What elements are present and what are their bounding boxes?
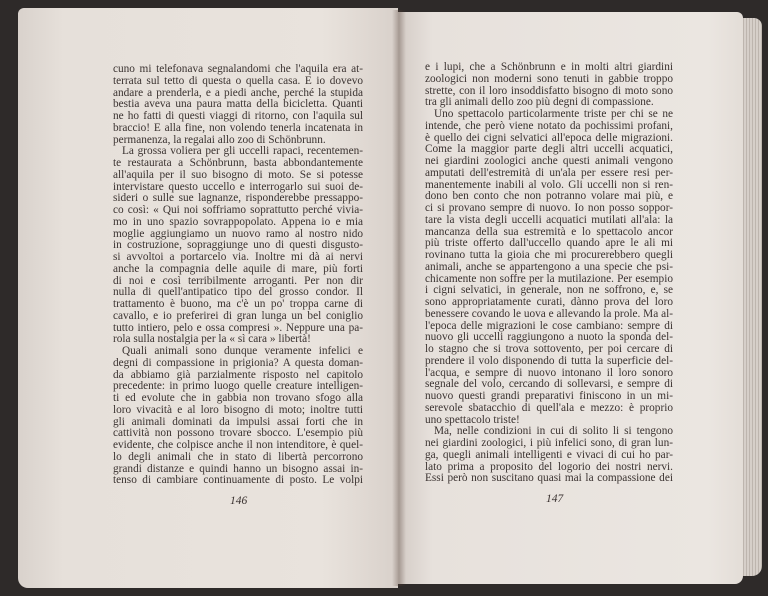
text-line: co così: « Qui noi soffriamo soprattutto perché vivia- bbox=[113, 204, 363, 216]
text-line: degni di compassione in prigionia? A questa doman- bbox=[113, 356, 363, 369]
text-line: all'aquila per il suo bisogno di moto. Se si potesse bbox=[113, 168, 363, 181]
page-number-right: 147 bbox=[546, 493, 564, 505]
text-line: Uno spettacolo particolarmente triste per chi se ne bbox=[434, 108, 673, 120]
text-line: sono appropriatamente curati, dànno prova del loro bbox=[425, 296, 673, 308]
text-line: zoologici non moderni sono tenuti in gabbie troppo bbox=[425, 72, 673, 85]
page-number-left: 146 bbox=[230, 495, 248, 507]
text-line: lo degli animali che in stato di libertà percorrono bbox=[113, 450, 363, 463]
text-line: ci si provano sempre di nuovo. Io non posso soppor- bbox=[425, 202, 673, 214]
text-line: segnale del volo, cercando di sollevarsi, e sempre di bbox=[425, 378, 673, 391]
text-line: nuovo gli uccelli raggiungono a nuoto la sponda del- bbox=[425, 331, 673, 344]
right-page-text bbox=[425, 62, 673, 485]
book-gutter bbox=[392, 10, 406, 586]
text-line: uno spettacolo triste! bbox=[425, 413, 520, 426]
text-line: strette, con il loro insoddisfatto bisogno di moto sono bbox=[425, 84, 673, 97]
text-line: manentemente inabili al volo. Gli uccelli non si ren- bbox=[425, 178, 673, 191]
text-line: cavallo, e io preferirei di gran lunga un bel coniglio bbox=[113, 309, 363, 322]
text-line: Ma, nelle condizioni in cui di solito li si tengono bbox=[434, 425, 673, 438]
text-line: l'epoca delle migrazioni le cose cambiano: sempre di bbox=[425, 319, 673, 332]
text-line: nei giardini zoologici anche questi animali vengono bbox=[425, 155, 673, 167]
text-line: precedente: in primo luogo quelle creature intelligen- bbox=[113, 380, 363, 393]
text-line: tenso di cambiare continuamente di posto. Le volpi bbox=[113, 474, 363, 487]
text-line: Come la maggior parte degli altri uccelli acquatici, bbox=[425, 143, 673, 156]
text-line: terrata sul tetto di questa o quella casa. E io dovevo bbox=[113, 74, 363, 87]
text-line: evidente, che colpisce anche il non intenditore, è quel- bbox=[113, 439, 363, 451]
text-line: Quali animali sono dunque veramente infelici e bbox=[122, 345, 363, 357]
text-line: nei giardini zoologici, i più infelici sono, di gran lun- bbox=[425, 437, 673, 449]
text-line: tare la vista degli uccelli acquatici mutilati all'ala: la bbox=[425, 213, 673, 226]
text-line: in costruzione, sopraggiunge uno di questi disgusto- bbox=[113, 239, 363, 252]
text-line: lato prima a proposito del logorio dei nostri nervi. bbox=[425, 460, 673, 473]
left-page-text bbox=[113, 64, 363, 487]
text-line: ti ed evolute che in gabbia non trovano sfogo alla bbox=[113, 392, 363, 404]
text-line: cuno mi telefonava segnalandomi che l'aquila era at- bbox=[113, 63, 363, 75]
text-line: di noi e così terribilmente arroganti. Per non dir bbox=[113, 274, 363, 287]
text-line: l'acqua, e sempre di nuovo intonano il loro sonoro bbox=[425, 366, 673, 379]
text-line: serevole sbatacchio di quell'ala e mezzo: è proprio bbox=[425, 401, 673, 414]
text-line: più triste offerto dall'uccello quando apre le ali mi bbox=[425, 237, 673, 250]
text-line: animali, anche se appartengono a una specie che psi- bbox=[425, 260, 673, 273]
text-line: cattività non possono trovare sbocco. L'esempio più bbox=[113, 427, 363, 440]
text-line: permanenza, la regalai allo zoo di Schönbrunn. bbox=[113, 133, 326, 146]
text-line: rola sulla nostalgia per la « sì cara » libertà! bbox=[113, 333, 311, 346]
text-line: chicamente non soffre per la mutilazione. Per esempio bbox=[425, 272, 673, 285]
text-line: prendere il volo disponendo di tutta la superficie del- bbox=[425, 354, 673, 367]
text-line: Essi però non suscitano quasi mai la compassione dei bbox=[425, 472, 673, 485]
text-line: è quello dei cigni selvatici all'epoca delle migrazioni. bbox=[425, 131, 673, 144]
text-line: mo in uno spazio sovrappopolato. Appena io e mia bbox=[113, 215, 363, 228]
text-line: loro vivacità e al loro bisogno di moto; inoltre tutti bbox=[113, 403, 363, 416]
text-line: intervistare questo uccello e interrogarlo sui suoi de- bbox=[113, 180, 363, 193]
text-line: anche la compagnia delle aquile di mare, più forti bbox=[113, 262, 363, 275]
text-line: gli animali dominati da impulsi assai forti che in bbox=[113, 415, 363, 428]
text-line: braccio! E alla fine, non volendo tenerla incatenata in bbox=[113, 121, 363, 134]
text-line: i cigni selvatici, in generale, non ne soffrono, e, se bbox=[425, 284, 673, 297]
text-line: rovinano tutta la gioia che mi procurerebbero quegli bbox=[425, 249, 673, 261]
text-line: sideri o sulle sue lagnanze, risponderebbe pressappo- bbox=[113, 192, 363, 205]
text-line: e i lupi, che a Schönbrunn e in molti altri giardini bbox=[425, 61, 673, 73]
text-line: intende, che però viene notato da pochissimi profani, bbox=[425, 119, 673, 132]
text-line: tutto intiero, pelo e ossa compresi ». Neppure una pa- bbox=[113, 321, 363, 334]
text-line: La grossa voliera per gli uccelli rapaci, recentemen- bbox=[122, 145, 363, 158]
text-line: te restaurata a Schönbrunn, basta abbondantemente bbox=[113, 157, 363, 169]
text-line: benessere covando le uova e allevando la prole. Ma al- bbox=[425, 307, 673, 320]
text-line: ne ho fatti di questi viaggi di ritorno, con l'aquila sul bbox=[113, 110, 363, 122]
text-line: ga, quegli animali intelligenti e vivaci di cui ho par- bbox=[425, 448, 673, 461]
text-line: grandi distanze e quindi hanno un bisogno assai in- bbox=[113, 462, 363, 475]
text-line: amputati dell'estremità di un'ala per essere resi per- bbox=[425, 166, 673, 179]
text-line: dono ben conto che non potranno volare mai più, e bbox=[425, 190, 673, 203]
text-line: si avvoltoi a portarcelo via. Inoltre mi dà ai nervi bbox=[113, 251, 363, 263]
text-line: nuovo questi grandi preparativi finiscono in un mi- bbox=[425, 390, 673, 402]
text-line: nulla di quell'antipatico tipo del grosso condor. Il bbox=[113, 286, 363, 299]
text-line: tra gli animali dello zoo più degni di compassione. bbox=[425, 96, 654, 109]
text-line: mancanza della sua estremità e lo spettacolo ancor bbox=[425, 225, 673, 238]
text-line: lo stagno che si trova sottovento, per poi cercare di bbox=[425, 343, 673, 355]
text-line: andare a prenderla, e a piedi anche, perché la stupida bbox=[113, 86, 363, 99]
text-line: trattamento è buono, ma c'è un po' troppa carne di bbox=[113, 298, 363, 310]
text-line: moglie aggiungiamo un nuovo ramo al nostro nido bbox=[113, 227, 363, 240]
text-line: bestia aveva una paura matta della bicicletta. Quanti bbox=[113, 98, 363, 111]
text-line: da abbiamo già parzialmente risposto nel capitolo bbox=[113, 368, 363, 381]
